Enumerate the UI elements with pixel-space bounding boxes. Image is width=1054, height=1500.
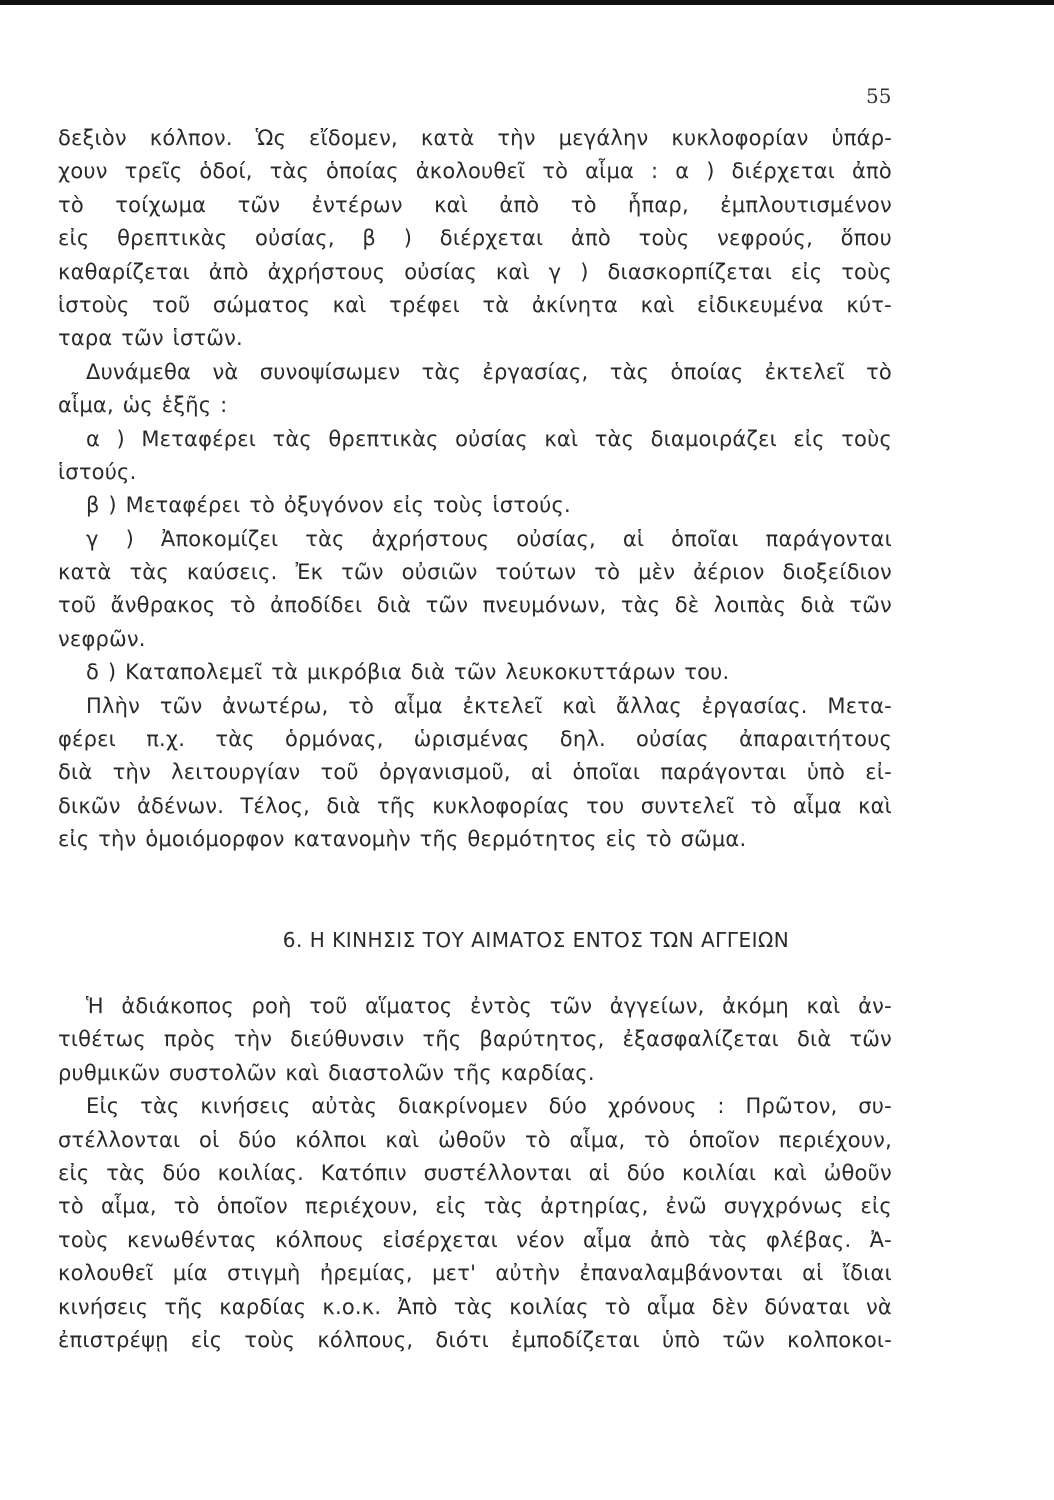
text-line: ταρα τῶν ἱστῶν. <box>58 326 243 351</box>
text-line: τιθέτως πρὸς τὴν διεύθυνσιν τῆς βαρύτητος, ἐξασφαλίζεται διὰ τῶν <box>58 1027 892 1052</box>
text-block-1 <box>58 122 892 857</box>
text-line: ρυθμικῶν συστολῶν καὶ διαστολῶν τῆς καρδίας. <box>58 1060 595 1085</box>
text-line: εἰς τὴν ὁμοιόμορφον κατανομὴν τῆς θερμότητος εἰς τὸ σῶμα. <box>58 827 747 852</box>
text-line: ἱστοὺς τοῦ σώματος καὶ τρέφει τὰ ἀκίνητα καὶ εἰδικευμένα κύτ- <box>58 292 892 317</box>
text-line: δικῶν ἀδένων. Τέλος, διὰ τῆς κυκλοφορίας του συντελεῖ τὸ αἷμα καὶ <box>58 793 892 818</box>
text-line: εἰς τὰς δύο κοιλίας. Κατόπιν συστέλλονται αἱ δύο κοιλίαι καὶ ὠθοῦν <box>58 1160 892 1185</box>
text-line: κατὰ τὰς καύσεις. Ἐκ τῶν οὐσιῶν τούτων τὸ μὲν ἀέριον διοξείδιον <box>58 560 892 585</box>
text-line: α ) Μεταφέρει τὰς θρεπτικὰς οὐσίας καὶ τὰς διαμοιράζει εἰς τοὺς <box>86 426 892 451</box>
text-line: χουν τρεῖς ὁδοί, τὰς ὁποίας ἀκολουθεῖ τὸ αἷμα : α ) διέρχεται ἀπὸ <box>58 159 892 184</box>
text-line: κινήσεις τῆς καρδίας κ.ο.κ. Ἀπὸ τὰς κοιλίας τὸ αἷμα δὲν δύναται νὰ <box>58 1294 892 1319</box>
text-block-2 <box>58 990 892 1357</box>
text-line: διὰ τὴν λειτουργίαν τοῦ ὀργανισμοῦ, αἱ ὁποῖαι παράγονται ὑπὸ εἰ- <box>58 760 892 785</box>
text-line: ἐπιστρέψῃ εἰς τοὺς κόλπους, διότι ἐμποδίζεται ὑπὸ τῶν κολποκοι- <box>58 1327 892 1352</box>
text-line: τοὺς κενωθέντας κόλπους εἰσέρχεται νέον αἷμα ἀπὸ τὰς φλέβας. Ἀ- <box>58 1227 892 1252</box>
section-heading: 6. Η ΚΙΝΗΣΙΣ ΤΟΥ ΑΙΜΑΤΟΣ ΕΝΤΟΣ ΤΩΝ ΑΓΓΕΙΩΝ <box>282 928 790 952</box>
text-line: κολουθεῖ μία στιγμὴ ἠρεμίας, μετ' αὐτὴν ἐπαναλαμβάνονται αἱ ἴδιαι <box>58 1261 892 1286</box>
text-line: Δυνάμεθα νὰ συνοψίσωμεν τὰς ἐργασίας, τὰς ὁποίας ἐκτελεῖ τὸ <box>86 359 892 384</box>
page-number: 55 <box>866 84 892 108</box>
text-line: εἰς θρεπτικὰς οὐσίας, β ) διέρχεται ἀπὸ τοὺς νεφρούς, ὅπου <box>58 226 892 251</box>
text-line: τὸ τοίχωμα τῶν ἐντέρων καὶ ἀπὸ τὸ ἧπαρ, ἐμπλουτισμένον <box>58 192 892 217</box>
text-line: φέρει π.χ. τὰς ὁρμόνας, ὡρισμένας δηλ. οὐσίας ἀπαραιτήτους <box>58 727 892 752</box>
text-line: γ ) Ἀποκομίζει τὰς ἀχρήστους οὐσίας, αἱ ὁποῖαι παράγονται <box>86 526 892 551</box>
text-line: β ) Μεταφέρει τὸ ὀξυγόνον εἰς τοὺς ἱστούς. <box>86 493 571 518</box>
text-line: τὸ αἷμα, τὸ ὁποῖον περιέχουν, εἰς τὰς ἀρτηρίας, ἐνῶ συγχρόνως εἰς <box>58 1194 892 1219</box>
text-line: ἱστούς. <box>58 459 137 484</box>
text-line: νεφρῶν. <box>58 626 146 651</box>
text-line: δ ) Καταπολεμεῖ τὰ μικρόβια διὰ τῶν λευκοκυττάρων του. <box>86 660 730 685</box>
text-line: στέλλονται οἱ δύο κόλποι καὶ ὠθοῦν τὸ αἷμα, τὸ ὁποῖον περιέχουν, <box>58 1127 892 1152</box>
text-line: Εἰς τὰς κινήσεις αὐτὰς διακρίνομεν δύο χρόνους : Πρῶτον, συ- <box>86 1094 892 1119</box>
text-line: Πλὴν τῶν ἀνωτέρω, τὸ αἷμα ἐκτελεῖ καὶ ἄλλας ἐργασίας. Μετα- <box>86 693 892 718</box>
text-line: καθαρίζεται ἀπὸ ἀχρήστους οὐσίας καὶ γ ) διασκορπίζεται εἰς τοὺς <box>58 259 892 284</box>
page-top-edge <box>0 0 1054 5</box>
text-line: αἷμα, ὡς ἑξῆς : <box>58 393 228 418</box>
text-line: δεξιὸν κόλπον. Ὡς εἴδομεν, κατὰ τὴν μεγάλην κυκλοφορίαν ὑπάρ- <box>58 126 892 150</box>
text-line: τοῦ ἄνθρακος τὸ ἀποδίδει διὰ τῶν πνευμόνων, τὰς δὲ λοιπὰς διὰ τῶν <box>58 593 892 618</box>
text-line: Ἡ ἀδιάκοπος ροὴ τοῦ αἵματος ἐντὸς τῶν ἀγγείων, ἀκόμη καὶ ἀν- <box>86 994 892 1018</box>
